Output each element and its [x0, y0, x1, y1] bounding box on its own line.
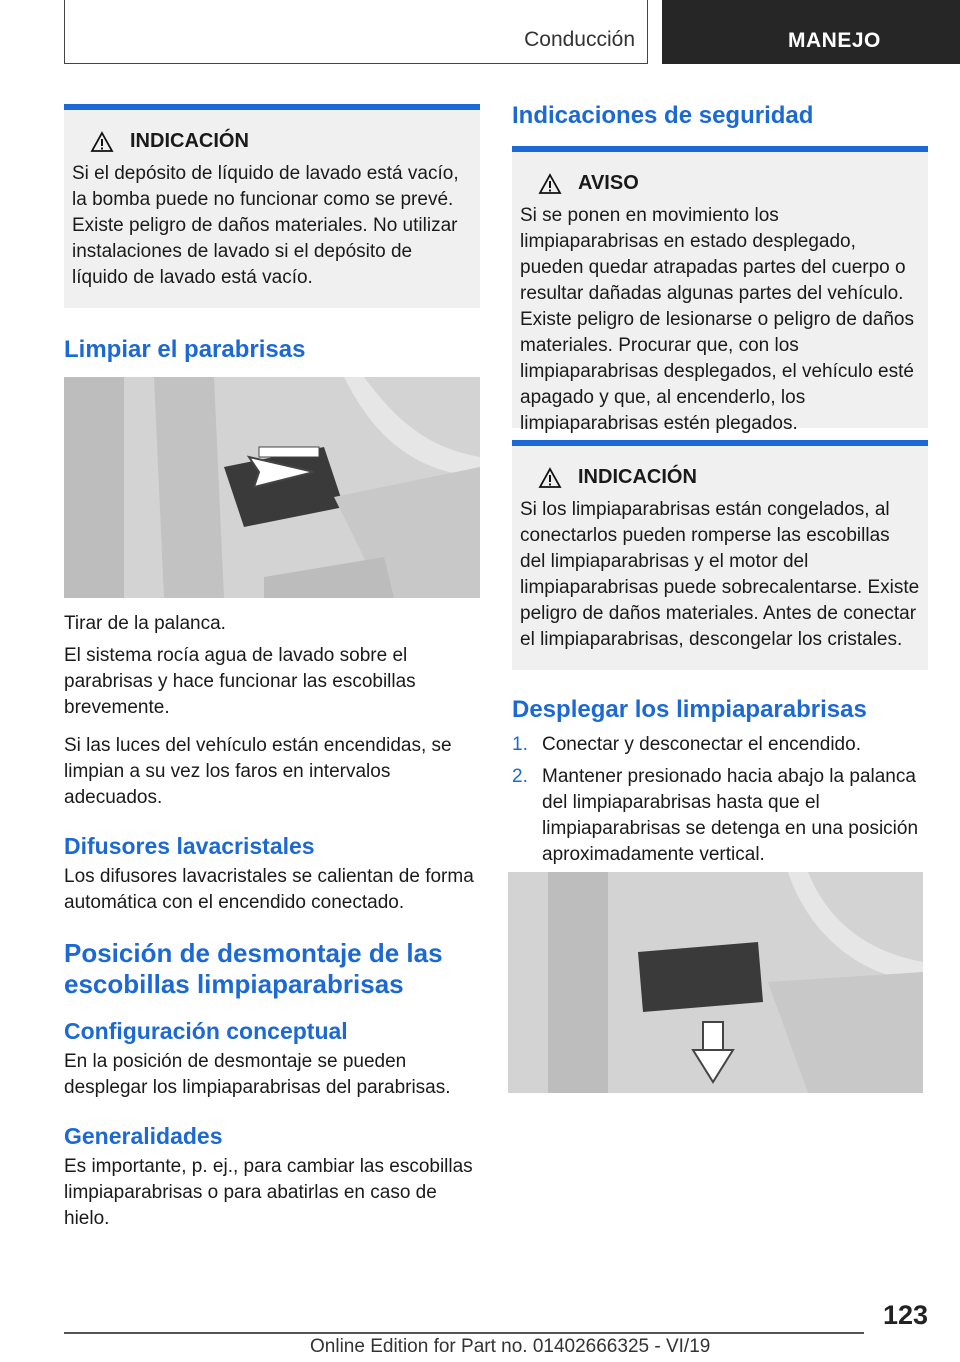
page-number: 123	[882, 1300, 928, 1330]
general-heading: Generalidades	[64, 1123, 223, 1149]
header-section-tab	[64, 0, 648, 64]
right-column	[512, 102, 928, 874]
warning-triangle-icon	[90, 131, 114, 153]
left-column	[64, 104, 480, 364]
clean-windshield-heading: Limpiar el parabrisas	[64, 336, 306, 363]
notice-box-left	[64, 104, 480, 308]
header-chapter-tab	[662, 0, 960, 64]
header-section-label: Conducción	[524, 28, 635, 51]
clean-step-text: Tirar de la palanca.	[64, 613, 226, 634]
notice-box-right	[512, 440, 928, 670]
warning-triangle-icon	[538, 173, 562, 195]
lever-push-down-illustration	[508, 872, 923, 1093]
general-text: Es importante, p. ej., para cambiar las escobillas limpiaparabrisas o para abatirlas en caso de hielo.	[64, 1156, 473, 1229]
warning-triangle-icon	[538, 467, 562, 489]
clean-description: El sistema rocía agua de lavado sobre el parabrisas y hace funcionar las escobillas brevemente.	[64, 645, 416, 718]
clean-headlights-note: Si las luces del vehículo están encendidas, se limpian a su vez los faros en intervalos adecuados.	[64, 735, 452, 808]
footer-divider	[64, 1332, 864, 1334]
notice-title-text-right: INDICACIÓN	[578, 466, 697, 488]
concept-heading: Configuración conceptual	[64, 1018, 348, 1044]
removal-position-heading: Posición de desmontaje de las escobillas limpiaparabrisas	[64, 938, 443, 999]
notice-title-left	[90, 130, 472, 153]
step-text: Conectar y desconectar el encendido.	[542, 734, 861, 755]
warning-title	[538, 172, 920, 195]
list-item	[512, 732, 928, 758]
notice-title-text-left: INDICACIÓN	[130, 130, 249, 152]
step-number: 1.	[512, 734, 528, 755]
lever-pull-photo	[64, 377, 480, 598]
step-number: 2.	[512, 766, 528, 787]
nozzles-heading: Difusores lavacristales	[64, 833, 315, 859]
concept-text: En la posición de desmontaje se pueden desplegar los limpiaparabrisas del parabrisas.	[64, 1051, 451, 1098]
nozzles-text: Los difusores lavacristales se calientan de forma automática con el encendido conectado.	[64, 866, 474, 913]
unfold-steps-list	[512, 732, 928, 868]
notice-text-right: Si los limpiaparabrisas están congelados, al conectarlos pueden romperse las escobillas del limpiaparabrisas y el motor del limpiaparabrisas puede sobrecalentarse. Existe peligro de daños materiales. Antes de conectar el limpiaparabrisas, descongelar los cristales.	[520, 499, 920, 650]
warning-title-text: AVISO	[578, 172, 639, 194]
warning-text: Si se ponen en movimiento los limpiaparabrisas en estado desplegado, pueden quedar atrapadas partes del cuerpo o resultar dañadas algunas partes del vehículo. Existe peligro de lesionarse o peligro de daños materiales. Procurar que, con los limpiaparabrisas desplegados, el vehículo esté apagado y que, al encenderlo, los limpiaparabrisas estén plegados.	[520, 205, 914, 434]
lever-push-down-photo	[508, 872, 923, 1093]
warning-box	[512, 146, 928, 434]
list-item	[512, 764, 928, 868]
step-text: Mantener presionado hacia abajo la palanca del limpiaparabrisas hasta que el limpiaparabrisas se detenga en una posición aproximadamente vertical.	[542, 766, 919, 865]
left-column-lower	[64, 611, 480, 1232]
edition-footer: Online Edition for Part no. 01402666325 - VI/19	[310, 1336, 711, 1357]
safety-heading: Indicaciones de seguridad	[512, 102, 814, 129]
unfold-heading: Desplegar los limpiaparabrisas	[512, 696, 867, 723]
notice-text-left: Si el depósito de líquido de lavado está vacío, la bomba puede no funcionar como se prevé. Existe peligro de daños materiales. No utilizar instalaciones de lavado si el depósito de líquido de lavado está vacío.	[72, 163, 459, 288]
notice-title-right	[538, 466, 920, 489]
header-chapter-label: MANEJO	[788, 29, 881, 52]
lever-pull-illustration	[64, 377, 480, 598]
